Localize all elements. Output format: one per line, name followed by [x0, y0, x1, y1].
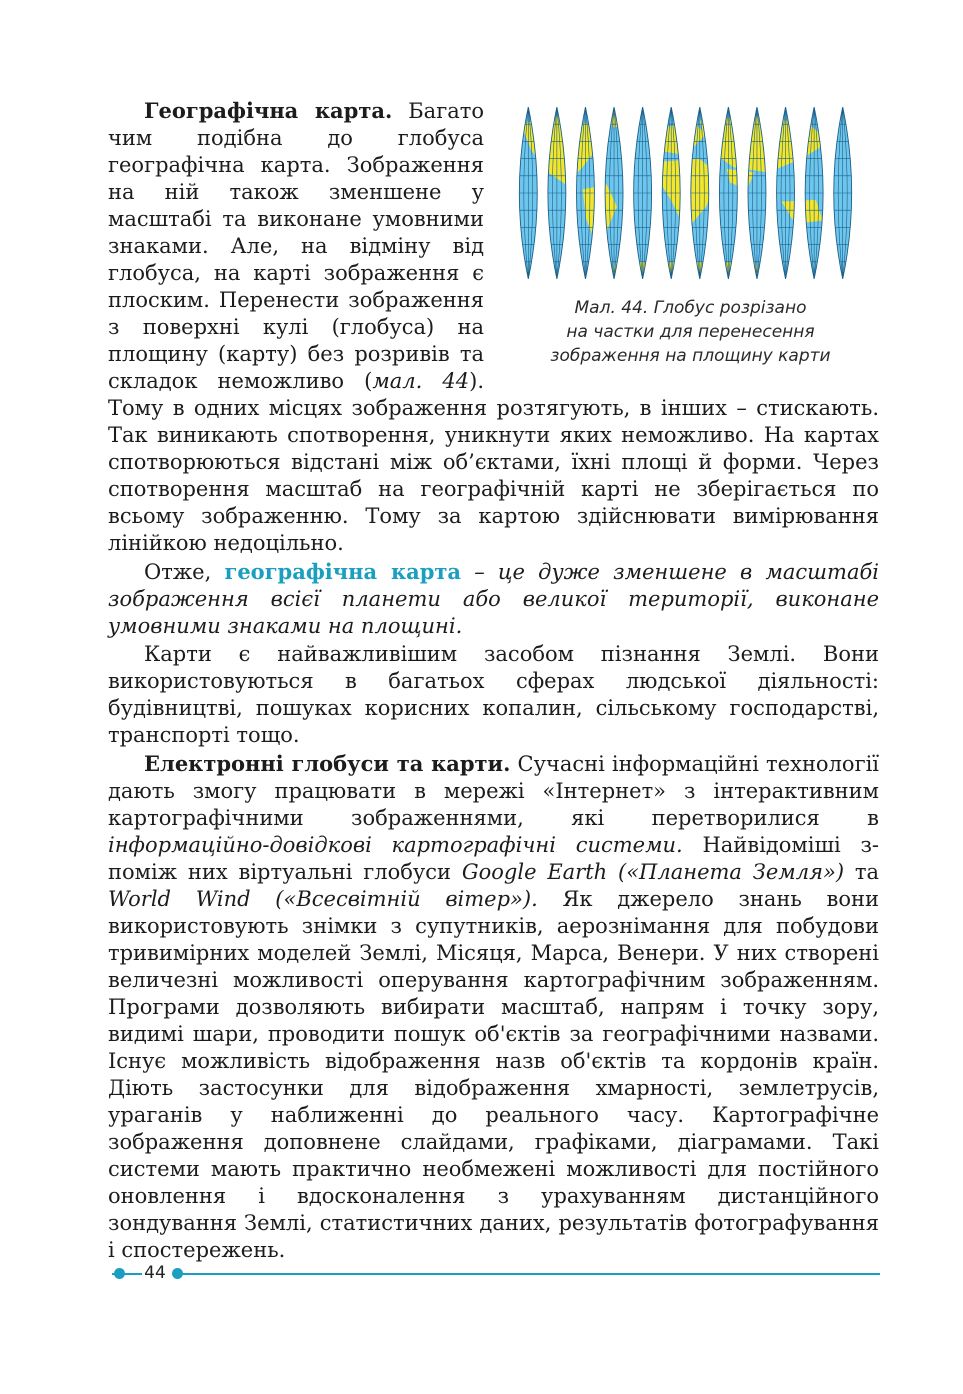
p4-text-a: Сучасні інформаційні технології дають змогу працювати в мережі «Інтернет» з інтерактивним картографічними зображеннями, які перетворилися в [108, 752, 879, 830]
paragraph-electronic-globes [108, 750, 879, 1264]
land-shape [603, 110, 637, 127]
land-shape [603, 110, 637, 127]
p2-lead: Отже, [144, 560, 225, 584]
land-shape [610, 262, 761, 274]
land-shape [610, 262, 761, 274]
definition-text: – це дуже зменшене в масштабі зображення всієї планети або великої території, виконане умовними знаками на площині. [108, 560, 879, 638]
land-shape [610, 262, 761, 274]
paragraph-definition [108, 558, 879, 640]
land-shape [610, 262, 761, 274]
paragraph-map-uses [108, 641, 879, 749]
land-shape [610, 262, 761, 274]
land-shape [603, 110, 637, 127]
heading-electronic-globes: Електронні глобуси та карти. [144, 751, 511, 776]
p4-italic-google-earth: Google Earth («Планета Земля») [461, 860, 845, 884]
caption-line-3: зображення на площину карти [550, 346, 831, 366]
p4-italic-world-wind: World Wind («Всесвітній вітер»). [108, 887, 538, 911]
land-shape [603, 110, 637, 127]
p4-text-c: та [844, 860, 879, 884]
land-shape [603, 110, 637, 127]
term-geographic-map: географічна карта [224, 559, 462, 584]
p1-text-a: Багато чим подібна до глобуса географічна карта. Зображення на ній також зменшене у масштабі та виконане умовними знаками. Але, на відміну від глобуса, на карті зображення є плоским. Перенести зображення з поверхні кулі (глобуса) на площину (карту) без розривів та складок неможливо ( [108, 99, 484, 393]
land-shape [610, 262, 761, 274]
caption-line-2: на частки для перенесення [566, 322, 815, 342]
land-shape [610, 262, 761, 274]
land-shape [610, 262, 761, 274]
land-shape [610, 262, 761, 274]
p4-italic-systems: інформаційно-довідкові картографічні системи. [108, 833, 683, 857]
land-shape [603, 110, 637, 127]
page-footer [112, 1264, 880, 1284]
p4-text-b: Найвідоміші з-поміж них віртуальні глобуси [108, 833, 879, 884]
footer-bullet-left [114, 1268, 125, 1279]
page-content [108, 97, 879, 1264]
figure-reference: мал. 44 [372, 369, 470, 393]
land-shape [603, 110, 637, 127]
land-shape [603, 110, 637, 127]
caption-line-1: Мал. 44. Глобус розрізано [574, 298, 807, 318]
globe-gores-image [514, 107, 857, 279]
p4-text-d: Як джерело знань вони використовують знімки з супутників, аерознімання для побудови тривимірних моделей Землі, Місяця, Марса, Венери. У них створені величезні можливості оперування картографічним зображенням. Програми дозволяють вибирати масштаб, напрям і точку зору, видимі шари, проводити пошук об'єктів за географічними назвами. Існує можливість відображення назв об'єктів та кордонів країн. Діють застосунки для відображення хмарності, землетрусів, ураганів у наближенні до реального часу. Картографічне зображення доповнене слайдами, графіками, діаграмами. Такі системи мають практично необмежені можливості для постійного оновлення і вдосконалення з урахуванням дистанційного зондування Землі, статистичних даних, результатів фотографування і спостережень. [108, 887, 879, 1262]
figure-globe-gores [502, 107, 879, 368]
land-shape [610, 262, 761, 274]
footer-rule [182, 1273, 880, 1275]
land-shape [603, 110, 637, 127]
land-shape [610, 262, 761, 274]
land-shape [610, 262, 761, 274]
land-shape [603, 110, 637, 127]
page-number: 44 [144, 1263, 166, 1283]
figure-caption [502, 296, 879, 368]
land-shape [603, 110, 637, 127]
heading-geographic-map: Географічна карта. [144, 98, 393, 123]
p1-text-b: ). Тому в одних місцях зображення розтягують, в інших – стискають. Так виникають спотворення, уникнути яких неможливо. На картах спотворюються відстані між об’єктами, їхні площі й форми. Через спотворення масштаб на географічній карті не зберігається по всьому зображенню. Тому за картою здійснювати вимірювання лінійкою недоцільно. [108, 369, 879, 555]
p3-text: Карти є найважливішим засобом пізнання Землі. Вони використовуються в багатьох сферах людської діяльності: будівництві, пошуках корисних копалин, сільському господарстві, транспорті тощо. [108, 642, 879, 747]
land-shape [603, 110, 637, 127]
